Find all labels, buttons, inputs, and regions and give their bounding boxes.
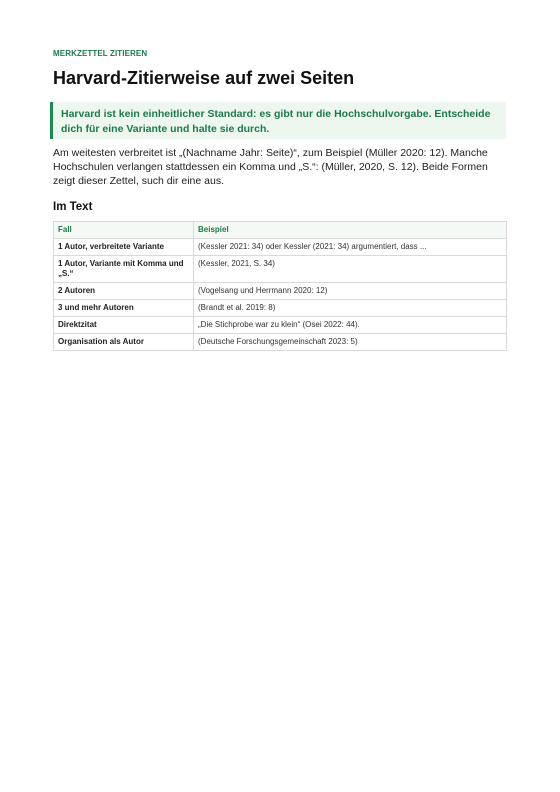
table-cell-fall: 1 Autor, verbreitete Variante xyxy=(54,239,194,256)
citation-table xyxy=(53,221,507,351)
table-row xyxy=(54,283,507,300)
table-row xyxy=(54,317,507,334)
table-row xyxy=(54,300,507,317)
table-cell-beispiel: (Deutsche Forschungsgemeinschaft 2023: 5) xyxy=(194,334,507,351)
table-row xyxy=(54,239,507,256)
table-cell-fall: 1 Autor, Variante mit Komma und „S.“ xyxy=(54,256,194,283)
section-heading-im-text: Im Text xyxy=(53,201,93,213)
table-header-row xyxy=(54,222,507,239)
table-cell-beispiel: (Kessler, 2021, S. 34) xyxy=(194,256,507,283)
column-header-beispiel: Beispiel xyxy=(194,222,507,239)
table-cell-fall: Organisation als Autor xyxy=(54,334,194,351)
table-cell-beispiel: (Kessler 2021: 34) oder Kessler (2021: 34) argumentiert, dass ... xyxy=(194,239,507,256)
table-cell-beispiel: (Vogelsang und Herrmann 2020: 12) xyxy=(194,283,507,300)
column-header-fall: Fall xyxy=(54,222,194,239)
table-cell-fall: 3 und mehr Autoren xyxy=(54,300,194,317)
table-cell-beispiel: „Die Stichprobe war zu klein“ (Osei 2022: 44). xyxy=(194,317,507,334)
document-kicker: MERKZETTEL ZITIEREN xyxy=(53,49,148,58)
callout-note: Harvard ist kein einheitlicher Standard: es gibt nur die Hochschulvorgabe. Entscheide dich für eine Variante und halte sie durch. xyxy=(50,102,506,139)
intro-paragraph: Am weitesten verbreitet ist „(Nachname Jahr: Seite)“, zum Beispiel (Müller 2020: 12). Manche Hochschulen verlangen stattdessen ein Komma und „S.“: (Müller, 2020, S. 12). Beide Formen zeigt dieser Zettel, such dir eine aus. xyxy=(53,147,488,187)
table-cell-beispiel: (Brandt et al. 2019: 8) xyxy=(194,300,507,317)
table-row xyxy=(54,334,507,351)
table-row xyxy=(54,256,507,283)
table-cell-fall: Direktzitat xyxy=(54,317,194,334)
page-title: Harvard-Zitierweise auf zwei Seiten xyxy=(53,68,355,88)
table-cell-fall: 2 Autoren xyxy=(54,283,194,300)
